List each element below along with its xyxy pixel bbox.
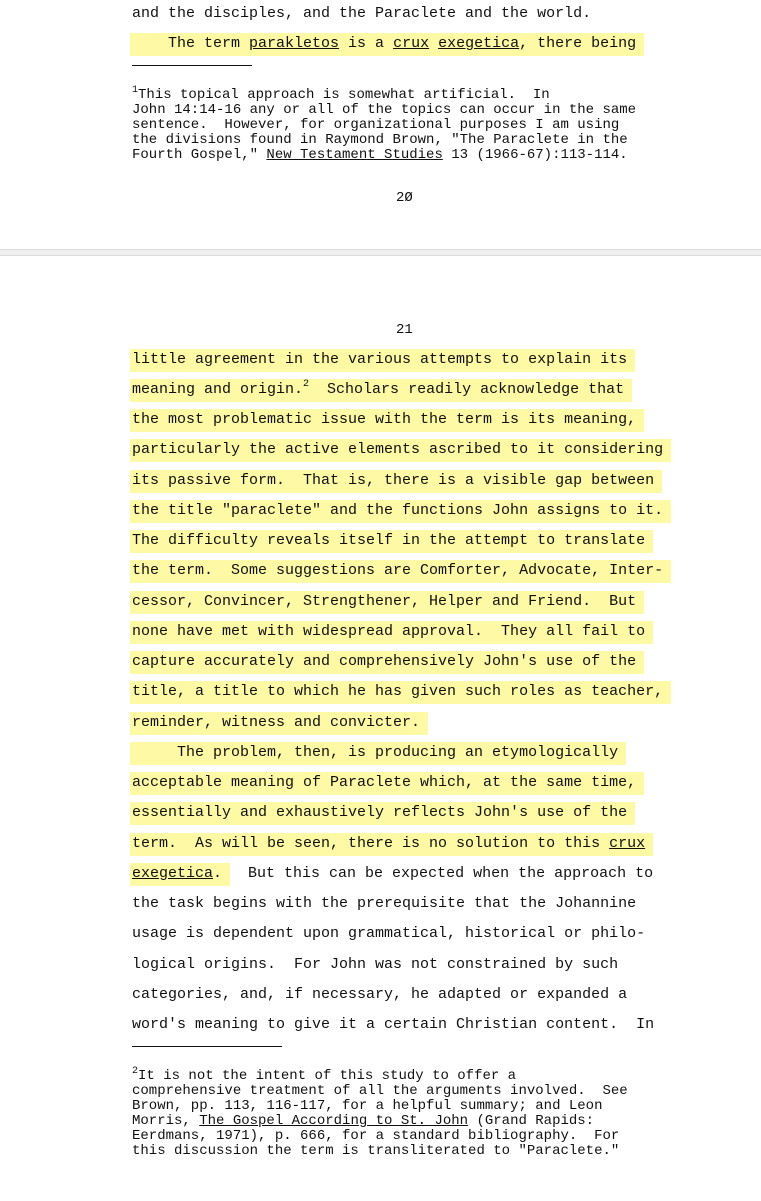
- body-line: The problem, then, is producing an etymologically: [132, 744, 626, 762]
- body-line: essentially and exhaustively reflects John's use of the: [132, 804, 635, 822]
- body-line: little agreement in the various attempts to explain its: [132, 351, 635, 369]
- body-line: particularly the active elements ascribed to it considering: [132, 441, 671, 459]
- body-line: meaning and origin.$^2$ Scholars readily acknowledge that: [132, 381, 632, 399]
- footnote-line: John 14:14-16 any or all of the topics can occur in the same: [132, 102, 637, 118]
- page-number: 21: [396, 322, 413, 338]
- body-line: term. As will be seen, there is no solution to this crux: [132, 835, 653, 853]
- footnote-marker: 2: [303, 379, 310, 390]
- footnote-line: the divisions found in Raymond Brown, "The Paraclete in the: [132, 132, 628, 148]
- body-line: its passive form. That is, there is a visible gap between: [132, 472, 662, 490]
- footnote-rule: [132, 65, 252, 66]
- body-line: capture accurately and comprehensively John's use of the: [132, 653, 644, 671]
- body-line: acceptable meaning of Paraclete which, at the same time,: [132, 774, 644, 792]
- footnote-line: Fourth Gospel," New Testament Studies 13 (1966-67):113-114.: [132, 147, 628, 163]
- page-number: 2Ø: [396, 190, 413, 206]
- body-line: categories, and, if necessary, he adapted or expanded a: [132, 986, 628, 1003]
- body-line: exegetica. But this can be expected when the approach to: [132, 865, 653, 883]
- body-line: cessor, Convincer, Strengthener, Helper and Friend. But: [132, 593, 644, 611]
- footnote-line: comprehensive treatment of all the arguments involved. See: [132, 1083, 628, 1099]
- footnote-line: $^2$It is not the intent of this study to offer a: [132, 1066, 517, 1084]
- highlight: The term parakletos is a crux exegetica, there being: [130, 33, 644, 56]
- footnote-line: Brown, pp. 113, 116-117, for a helpful summary; and Leon: [132, 1098, 603, 1114]
- footnote-marker: 2: [132, 1066, 139, 1077]
- body-line: logical origins. For John was not constrained by such: [132, 956, 619, 973]
- body-line: the title "paraclete" and the functions John assigns to it.: [132, 502, 671, 520]
- footnote-rule: [132, 1046, 282, 1047]
- footnote-line: this discussion the term is transliterated to "Paraclete.": [132, 1143, 620, 1159]
- document-page-20: [0, 0, 761, 250]
- body-line: title, a title to which he has given such roles as teacher,: [132, 683, 671, 701]
- footnote-line: Eerdmans, 1971), p. 666, for a standard bibliography. For: [132, 1128, 620, 1144]
- body-line: The difficulty reveals itself in the attempt to translate: [132, 532, 653, 550]
- body-line: the task begins with the prerequisite that the Johannine: [132, 895, 637, 912]
- body-line: the term. Some suggestions are Comforter, Advocate, Inter-: [132, 562, 671, 580]
- footnote-line: Morris, The Gospel According to St. John (Grand Rapids:: [132, 1113, 595, 1129]
- body-line: [132, 35, 644, 53]
- footnote-marker: 1: [132, 85, 139, 96]
- body-line: none have met with widespread approval. They all fail to: [132, 623, 653, 641]
- footnote-line: sentence. However, for organizational purposes I am using: [132, 117, 620, 133]
- body-line: reminder, witness and convicter.: [132, 714, 428, 732]
- body-line: word's meaning to give it a certain Christian content. In: [132, 1016, 655, 1033]
- body-line: the most problematic issue with the term is its meaning,: [132, 411, 644, 429]
- body-line: usage is dependent upon grammatical, historical or philo-: [132, 925, 646, 942]
- document-page-21: [0, 255, 761, 1201]
- footnote-line: $^1$This topical approach is somewhat artificial. In: [132, 85, 550, 103]
- body-line: and the disciples, and the Paraclete and the world.: [132, 5, 592, 22]
